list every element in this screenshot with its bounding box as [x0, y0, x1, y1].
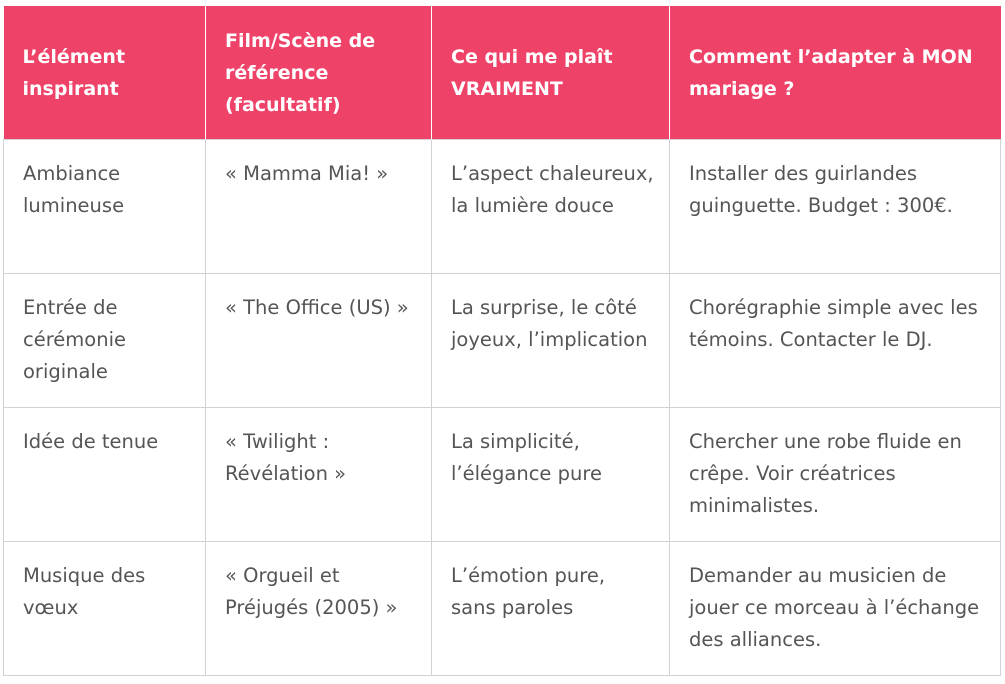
table-cell: La surprise, le côté joyeux, l’implication: [432, 274, 670, 408]
header-film-scene: Film/Scène de référence (facultatif): [206, 6, 432, 140]
inspiration-table: [3, 6, 1001, 676]
header-element: L’élément inspirant: [4, 6, 206, 140]
table-cell: Entrée de cérémonie originale: [4, 274, 206, 408]
inspiration-table-container: [3, 6, 1000, 676]
header-what-i-like: Ce qui me plaît VRAIMENT: [432, 6, 670, 140]
table-cell: Ambiance lumineuse: [4, 140, 206, 274]
table-cell: Chorégraphie simple avec les témoins. Contacter le DJ.: [670, 274, 1001, 408]
table-row: [4, 140, 1001, 274]
table-header-row: [4, 6, 1001, 140]
table-row: [4, 408, 1001, 542]
table-cell: Idée de tenue: [4, 408, 206, 542]
table-cell: Chercher une robe fluide en crêpe. Voir créatrices minimalistes.: [670, 408, 1001, 542]
table-cell: « Twilight : Révélation »: [206, 408, 432, 542]
table-cell: Musique des vœux: [4, 542, 206, 676]
table-cell: L’aspect chaleureux, la lumière douce: [432, 140, 670, 274]
table-row: [4, 274, 1001, 408]
table-row: [4, 542, 1001, 676]
table-cell: « The Office (US) »: [206, 274, 432, 408]
table-cell: Installer des guirlandes guinguette. Budget : 300€.: [670, 140, 1001, 274]
table-cell: Demander au musicien de jouer ce morceau à l’échange des alliances.: [670, 542, 1001, 676]
table-cell: L’émotion pure, sans paroles: [432, 542, 670, 676]
table-cell: « Mamma Mia! »: [206, 140, 432, 274]
table-cell: La simplicité, l’élégance pure: [432, 408, 670, 542]
header-how-to-adapt: Comment l’adapter à MON mariage ?: [670, 6, 1001, 140]
table-cell: « Orgueil et Préjugés (2005) »: [206, 542, 432, 676]
